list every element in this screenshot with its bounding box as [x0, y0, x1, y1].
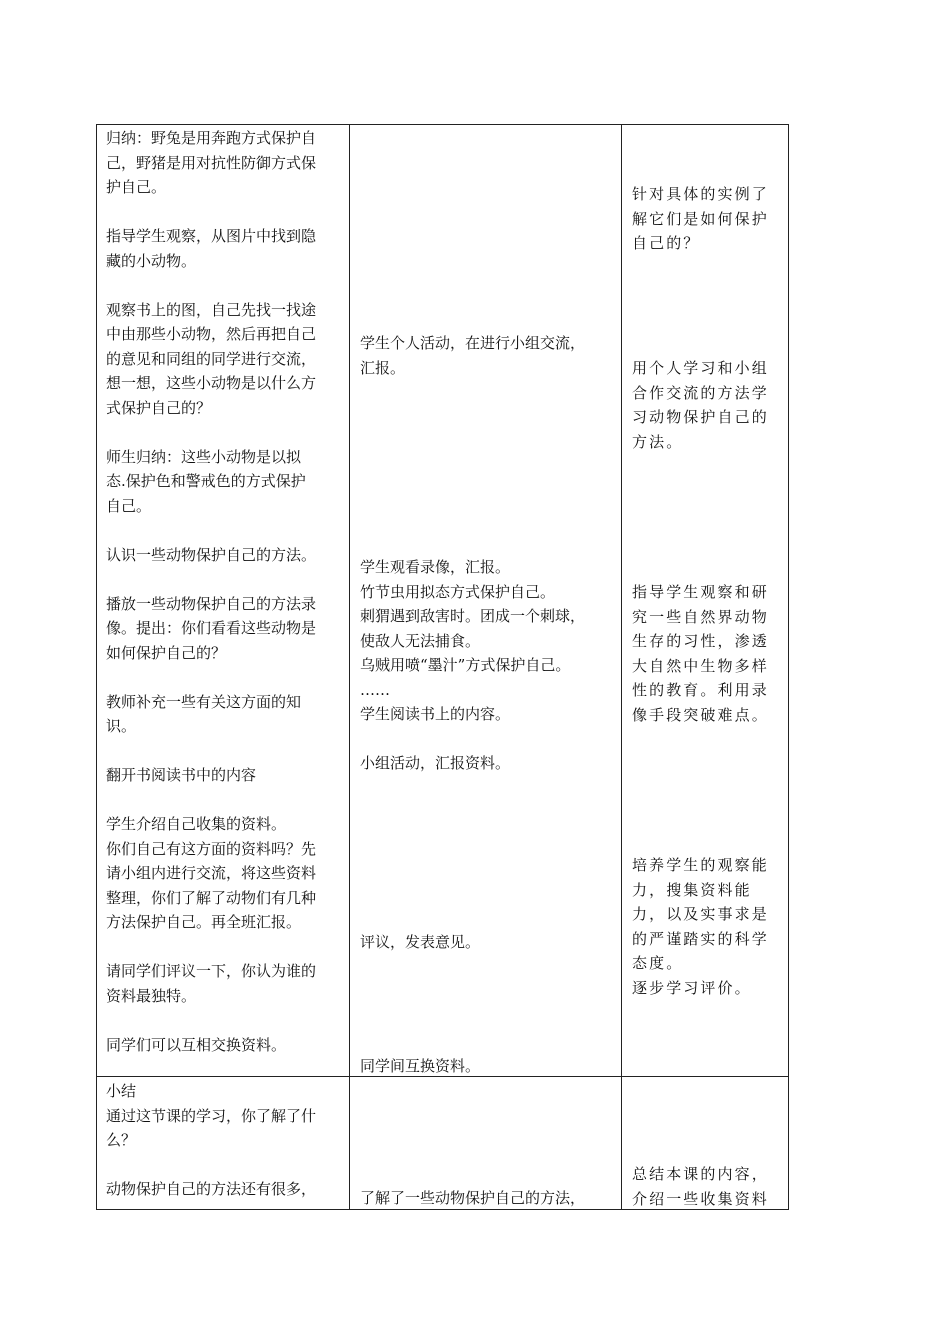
- teacher-activity-line: 式保护自己的？: [106, 398, 212, 417]
- summary-teacher-line: 动物保护自己的方法还有很多，: [106, 1180, 317, 1198]
- summary-teacher-line: 通过这节课的学习，你了解了什: [106, 1106, 317, 1125]
- student-activity-line: 汇报。: [360, 358, 406, 377]
- student-activity-line: 小组活动，汇报资料。: [360, 754, 511, 772]
- design-intent-line: 解它们是如何保护: [632, 209, 769, 228]
- design-intent-line: 究一些自然界动物: [632, 607, 769, 626]
- teacher-activity-line: 你们自己有这方面的资料吗？先: [106, 839, 317, 858]
- teacher-activity-line: 识。: [106, 717, 137, 735]
- design-intent-line: 习动物保护自己的: [632, 408, 769, 426]
- summary-teacher-line: 小结: [106, 1082, 137, 1100]
- teacher-activity-line: 学生介绍自己收集的资料。: [106, 815, 287, 833]
- design-intent-line: 力，以及实事求是: [632, 905, 769, 923]
- teacher-activity-line: 的意见和同组的同学进行交流，: [106, 349, 317, 368]
- design-intent-line: 合作交流的方法学: [632, 383, 769, 402]
- design-intent-line: 性的教育。利用录: [632, 681, 769, 699]
- design-intent-line: 自己的？: [632, 234, 701, 252]
- teacher-activity-line: 藏的小动物。: [106, 251, 197, 270]
- teacher-activity-line: 方法保护自己。再全班汇报。: [106, 913, 302, 931]
- teacher-activity-line: 己，野猪是用对抗性防御方式保: [106, 153, 317, 172]
- design-intent-line: 指导学生观察和研: [632, 583, 769, 601]
- student-activity-line: 同学间互换资料。: [360, 1057, 481, 1075]
- design-intent-line: 用个人学习和小组: [632, 359, 769, 377]
- teacher-activity-line: 如何保护自己的？: [106, 643, 227, 662]
- teacher-activity-line: 想一想，这些小动物是以什么方: [106, 374, 317, 392]
- student-activity-line: 学生个人活动，在进行小组交流，: [360, 334, 586, 352]
- teacher-activity-line: 护自己。: [106, 178, 167, 196]
- teacher-activity-line: 请同学们评议一下，你认为谁的: [106, 962, 317, 980]
- student-activity-line: 使敌人无法捕食。: [360, 631, 481, 650]
- student-activity-line: 评议，发表意见。: [360, 933, 481, 951]
- student-activity-line: 学生观看录像，汇报。: [360, 558, 511, 576]
- design-intent-line: 针对具体的实例了: [632, 185, 769, 203]
- column-divider: [349, 125, 350, 1209]
- student-activity-line: 乌贼用喷“墨汁”方式保护自己。: [360, 656, 571, 674]
- student-activity-line: 学生阅读书上的内容。: [360, 705, 511, 723]
- design-intent-line: 态度。: [632, 954, 684, 972]
- design-intent-line: 生存的习性，渗透: [632, 632, 769, 650]
- design-intent-line: 逐步学习评价。: [632, 978, 752, 997]
- teacher-activity-line: 指导学生观察，从图片中找到隐: [106, 227, 317, 245]
- student-activity-line: 竹节虫用拟态方式保护自己。: [360, 582, 556, 601]
- teacher-activity-line: 观察书上的图，自己先找一找途: [106, 300, 317, 319]
- design-intent-line: 培养学生的观察能: [632, 856, 769, 874]
- design-intent-line: 像手段突破难点。: [632, 705, 769, 724]
- teacher-activity-line: 翻开书阅读书中的内容: [106, 766, 257, 784]
- student-activity-line: ……: [360, 680, 390, 699]
- design-intent-line: 大自然中生物多样: [632, 656, 769, 675]
- teacher-activity-line: 中由那些小动物，然后再把自己: [106, 325, 317, 343]
- teacher-activity-line: 播放一些动物保护自己的方法录: [106, 594, 317, 613]
- teacher-activity-line: 资料最独特。: [106, 986, 197, 1005]
- teacher-activity-line: 归纳：野兔是用奔跑方式保护自: [106, 129, 317, 147]
- teacher-activity-line: 请小组内进行交流，将这些资料: [106, 864, 317, 882]
- teacher-activity-line: 态.保护色和警戒色的方式保护: [106, 472, 306, 490]
- teacher-activity-line: 认识一些动物保护自己的方法。: [106, 545, 317, 564]
- design-intent-line: 的严谨踏实的科学: [632, 929, 769, 948]
- teacher-activity-line: 师生归纳：这些小动物是以拟: [106, 447, 302, 466]
- summary-intent-line: 总结本课的内容，: [632, 1165, 769, 1183]
- teacher-activity-line: 整理，你们了解了动物们有几种: [106, 888, 317, 907]
- teacher-activity-line: 同学们可以互相交换资料。: [106, 1035, 287, 1054]
- teacher-activity-line: 自己。: [106, 496, 152, 515]
- teacher-activity-line: 像。提出：你们看看这些动物是: [106, 619, 317, 637]
- design-intent-line: 力，搜集资料能: [632, 880, 752, 899]
- student-activity-line: 刺猬遇到敌害时。团成一个刺球，: [360, 607, 586, 625]
- column-divider: [621, 125, 622, 1209]
- summary-student-line: 了解了一些动物保护自己的方法，: [360, 1189, 586, 1207]
- design-intent-line: 方法。: [632, 432, 684, 451]
- summary-teacher-line: 么？: [106, 1131, 137, 1149]
- teacher-activity-line: 教师补充一些有关这方面的知: [106, 692, 302, 711]
- summary-intent-line: 介绍一些收集资料: [632, 1189, 769, 1208]
